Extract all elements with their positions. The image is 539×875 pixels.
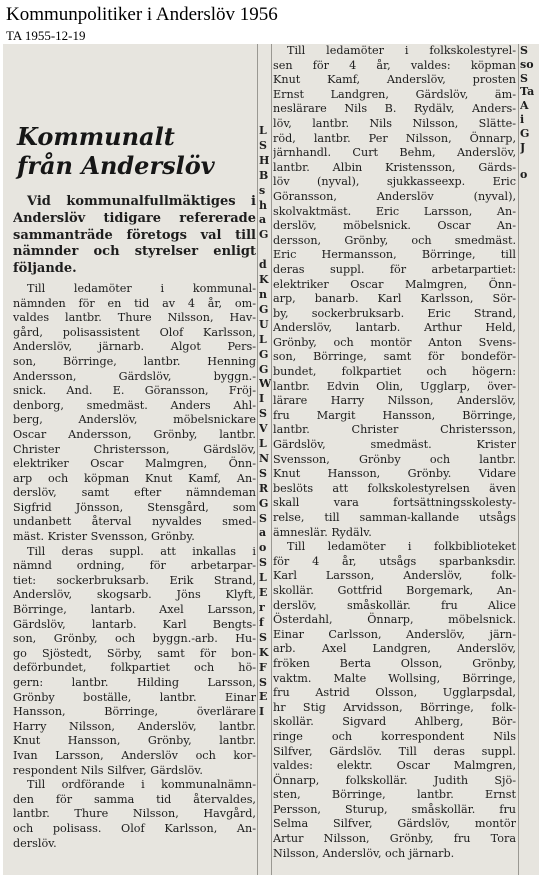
text-line: järnhandl. Curt Behm, Anderslöv, [273, 146, 516, 160]
text-line: dersson, Grönby, och smedmäst. [273, 233, 516, 247]
text-line: löv, lantbr. Nils Nilsson, Slätte- [273, 116, 516, 130]
fragment-letter: L [259, 437, 267, 451]
text-line: skall vara fortsättningsskolesty- [273, 496, 516, 510]
fragment-letter: G [259, 496, 269, 510]
text-line: valdes: elektr. Oscar Malmgren, [273, 759, 516, 773]
fragment-letter: S [259, 407, 267, 421]
text-line: gern: lantbr. Hilding Larsson, [13, 676, 256, 690]
fragment-letter: L [259, 571, 267, 585]
text-line: denborg, smedmäst. Anders Ahl- [13, 398, 256, 412]
fragment-letter: n [259, 287, 267, 301]
fragment-letter: h [259, 198, 267, 212]
text-line: Ivan Larsson, Anderslöv och kor- [13, 748, 256, 762]
fragment-letter [520, 279, 539, 293]
text-line: Till ledamöter i folkbiblioteket [287, 540, 516, 554]
fragment-letter [520, 334, 539, 348]
article-body-left [13, 282, 256, 851]
fragment-letter: K [259, 645, 269, 659]
text-line: bundet, folkpartiet och högern: [273, 365, 516, 379]
fragment-letter: E [259, 586, 268, 600]
fragment-letter [520, 306, 539, 320]
fragment-letter: a [259, 526, 267, 540]
text-line: Eric Hermansson, Börringe, till [273, 248, 516, 262]
text-line: följande. [13, 261, 77, 277]
fragment-letter: G [259, 347, 269, 361]
text-line: derslöv, samt efter nämndeman [13, 486, 256, 500]
text-line: Gärdslöv, smedmäst. Krister [273, 438, 516, 452]
fragment-letter [520, 596, 539, 610]
text-line: Oscar Andersson, Grönby, lantbr. [13, 427, 256, 441]
column-divider [271, 44, 272, 875]
text-line: nämnd ordning, för arbetarpar- [13, 559, 256, 573]
text-line: hr Stig Arvidsson, Börringe, folk- [273, 700, 516, 714]
fragment-letter: o [259, 541, 267, 555]
text-line: fru Margit Hansson, Börringe, [273, 408, 516, 422]
fragment-letter [520, 486, 539, 500]
text-line: arp, banarb. Karl Karlsson, Sör- [273, 292, 516, 306]
fragment-letter: W [259, 377, 271, 391]
fragment-letter: S [259, 675, 267, 689]
fragment-letter [520, 458, 539, 472]
text-line: Andersson, Gärdslöv, byggn.- [13, 369, 256, 383]
text-line: lärare Harry Nilsson, Anderslöv, [273, 394, 516, 408]
text-line: beslöts att folkskolestyrelsen även [273, 481, 516, 495]
text-line: Till ledamöter i kommunal- [27, 281, 256, 295]
text-line: skollär. Gottfrid Borgemark, An- [273, 583, 516, 597]
text-line: Anderslöv, skogsarb. Jöns Klyft, [13, 588, 256, 602]
fragment-letter: S [259, 466, 267, 480]
article-body-right [273, 44, 516, 861]
fragment-letter: H [259, 153, 270, 167]
fragment-letter: s [259, 183, 266, 197]
fragment-letter: G [259, 228, 269, 242]
fragment-letter [520, 403, 539, 417]
fragment-letter: d [259, 258, 267, 272]
fragment-letter: S [259, 556, 267, 570]
text-line: derslöv, småskollär. fru Alice [273, 598, 516, 612]
fragment-letter [520, 196, 539, 210]
fragment-letter: G [259, 302, 269, 316]
fragment-letter [520, 375, 539, 389]
text-line: elektriker Oscar Malmgren, Önn- [13, 457, 256, 471]
fragment-letter: S [259, 630, 267, 644]
fragment-letter [520, 554, 539, 568]
fragment-letter: i [520, 112, 525, 126]
article-headline [17, 122, 256, 180]
fragment-letter: Ta [520, 85, 535, 99]
text-line: Vid kommunalfullmäktiges i [27, 194, 256, 209]
column-divider [257, 44, 258, 875]
text-line: nämnden för en tid av 4 år, om- [13, 296, 256, 310]
text-line: son, Börringe, lantbr. Henning [13, 354, 256, 368]
fragment-letter: I [259, 705, 265, 719]
text-line: röd, lantbr. Per Nilsson, Önnarp, [273, 131, 516, 145]
text-line: Till deras suppl. att inkallas i [27, 544, 256, 558]
text-line: sen för 4 år, valdes: köpman [273, 58, 516, 72]
text-line: Artur Nilsson, Grönby, fru Tora [273, 832, 516, 846]
fragment-letter: S [259, 138, 267, 152]
fragment-letter: I [259, 392, 265, 406]
text-line: son, Börringe, samt för bondeför- [273, 350, 516, 364]
fragment-letter: S [520, 44, 528, 57]
fragment-letter [520, 499, 539, 513]
text-line: by, sockerbruksarb. Eric Strand, [273, 306, 516, 320]
adjacent-column-fragment [520, 44, 539, 644]
text-line: deförbundet, folkpartiet och hö- [13, 661, 256, 675]
page-date: TA 1955-12-19 [6, 28, 86, 43]
fragment-letter [520, 361, 539, 375]
fragment-letter [520, 430, 539, 444]
fragment-letter: r [259, 601, 265, 614]
text-line: derslöv. [13, 836, 57, 850]
text-line: go Sjöstedt, Sörby, samt för bon- [13, 646, 256, 660]
text-line: gård, polisassistent Olof Karlsson, [13, 325, 256, 339]
headline-line: Kommunalt [17, 122, 175, 151]
text-line: lantbr. Thure Nilsson, Havgård, [13, 807, 256, 821]
text-line: skollär. Sigvard Ahlberg, Bör- [273, 715, 516, 729]
fragment-letter: G [259, 362, 269, 376]
article-column-right [273, 44, 516, 875]
text-line: Knut Hansson, Grönby, lantbr. [13, 734, 256, 748]
text-line: löv (nyval), sjukkasseexp. Eric [273, 175, 516, 189]
fragment-letter: o [520, 168, 528, 182]
adjacent-column-fragment [259, 124, 271, 724]
fragment-letter [520, 348, 539, 362]
fragment-letter [520, 237, 539, 251]
text-line: sammanträde företogs val till [13, 227, 256, 243]
text-line: för 4 år, utsågs sparbanksdir. [273, 554, 516, 568]
fragment-letter [520, 389, 539, 403]
text-line: son, Grönby, och byggn.-arb. Hu- [13, 632, 256, 646]
text-line: lantbr. Albin Kristensson, Gärds- [273, 160, 516, 174]
fragment-letter [259, 243, 271, 258]
text-line: undanbett återval nyvaldes smed- [13, 515, 256, 529]
text-line: Önnarp, folkskollär. Judith Sjö- [273, 773, 516, 787]
fragment-letter [520, 320, 539, 334]
text-line: fröken Berta Olsson, Grönby, [273, 656, 516, 670]
fragment-letter [520, 417, 539, 431]
fragment-letter: A [520, 99, 529, 113]
text-line: respondent Nils Silfver, Gärdslöv. [13, 763, 203, 777]
text-line: Svensson, Grönby och lantbr. [273, 452, 516, 466]
fragment-letter: R [259, 481, 269, 495]
text-line: Anderslöv, järnarb. Algot Pers- [13, 340, 256, 354]
headline-line: från Anderslöv [17, 151, 215, 180]
text-line: Nilsson, Anderslöv, och järnarb. [273, 846, 455, 860]
text-line: Till ordförande i kommunalnämn- [27, 778, 256, 792]
text-line: lantbr. Christer Christersson, [273, 423, 516, 437]
fragment-letter: F [259, 660, 267, 674]
text-line: Silfver, Gärdslöv. Till deras suppl. [273, 744, 516, 758]
fragment-letter: E [259, 690, 268, 704]
fragment-letter: B [259, 168, 269, 182]
fragment-letter: S [520, 71, 528, 85]
text-line: sten, Börringe, lantbr. Ernst [273, 788, 516, 802]
text-line: ämneslär. Rydälv. [273, 525, 372, 539]
text-line: arb. Axel Landgren, Anderslöv, [273, 642, 516, 656]
text-line: Karl Larsson, Anderslöv, folk- [273, 569, 516, 583]
text-line: Hansson, Börringe, överlärare [13, 705, 256, 719]
text-line: vaktm. Malte Wollsing, Börringe, [273, 671, 516, 685]
fragment-letter [520, 182, 539, 196]
fragment-letter: f [259, 615, 264, 629]
text-line: och polisass. Olof Karlsson, An- [13, 821, 256, 835]
fragment-letter [520, 582, 539, 596]
text-line: Anderslöv tidigare refererade [13, 210, 256, 226]
fragment-letter [520, 541, 539, 555]
text-line: deras suppl. för arbetarpartiet: [273, 262, 516, 276]
fragment-letter: V [259, 422, 268, 436]
text-line: Christer Christersson, Gärdslöv, [13, 442, 256, 456]
text-line: nämnder och styrelser enligt [13, 244, 256, 260]
text-line: Anderslöv, lantarb. Arthur Held, [273, 321, 516, 335]
text-line: Einar Carlsson, Anderslöv, järn- [273, 627, 516, 641]
text-line: ringe och korrespondent Nils [273, 729, 516, 743]
fragment-letter [520, 292, 539, 306]
fragment-letter: L [259, 332, 267, 346]
text-line: Knut Kamf, Anderslöv, prosten [273, 73, 516, 87]
text-line: den för samma tid återvaldes, [13, 792, 256, 806]
text-line: Knut Hansson, Grönby. Vidare [273, 467, 516, 481]
text-line: Selma Silfver, Gärdslöv, montör [273, 817, 516, 831]
fragment-letter [520, 210, 539, 224]
fragment-letter [520, 472, 539, 486]
fragment-letter: J [520, 140, 526, 154]
text-line: relse, till samman-kallande utsågs [273, 511, 516, 524]
text-line: Börringe, lantarb. Axel Larsson, [13, 603, 256, 617]
text-line: valdes lantbr. Thure Nilsson, Hav- [13, 311, 256, 325]
text-line: mäst. Krister Svensson, Grönby. [13, 530, 195, 544]
fragment-letter [520, 223, 539, 237]
fragment-letter [520, 568, 539, 582]
fragment-letter: L [259, 124, 267, 137]
text-line: tiet: sockerbruksarb. Erik Strand, [13, 573, 256, 587]
text-line: neslärare Nils B. Rydälv, Anders- [273, 102, 516, 116]
fragment-letter [520, 154, 539, 168]
text-line: berg, Anderslöv, möbelsnickare [13, 413, 256, 427]
text-line: Till ledamöter i folkskolestyrel- [287, 44, 516, 57]
text-line: elektriker Oscar Malmgren, Önn- [273, 277, 516, 291]
text-line: Grönby boställe, lantbr. Einar [13, 690, 256, 704]
text-line: Harry Nilsson, Anderslöv, lantbr. [13, 719, 256, 733]
text-line: lantbr. Edvin Olin, Ugglarp, över- [273, 379, 516, 393]
fragment-letter: N [259, 451, 270, 465]
fragment-letter: K [259, 273, 269, 287]
fragment-letter: U [259, 317, 269, 331]
text-line: derslöv, möbelsnick. Oscar An- [273, 219, 516, 233]
fragment-letter: a [259, 213, 267, 227]
text-line: Österdahl, Önnarp, möbelsnick. [273, 613, 516, 627]
article-column-left [13, 44, 256, 875]
fragment-letter: G [520, 126, 530, 140]
page-title: Kommunpolitiker i Anderslöv 1956 [6, 4, 278, 25]
fragment-letter: S [259, 511, 267, 525]
text-line: snick. And. E. Göransson, Fröj- [13, 384, 256, 398]
fragment-letter: so [520, 57, 534, 71]
text-line: Gärdslöv, lantarb. Karl Bengts- [13, 617, 256, 631]
fragment-letter [520, 610, 539, 624]
fragment-letter [520, 513, 539, 527]
fragment-letter [520, 527, 539, 541]
fragment-letter [520, 444, 539, 458]
text-line: fru Astrid Olsson, Ugglarpsdal, [273, 686, 516, 700]
newspaper-clipping [3, 44, 539, 875]
text-line: Sigfrid Jönsson, Stensgård, som [13, 500, 256, 514]
article-lead [13, 194, 256, 278]
text-line: Göransson, Anderslöv (nyval), [273, 189, 516, 203]
fragment-letter [520, 265, 539, 279]
fragment-letter [520, 251, 539, 265]
text-line: Ernst Landgren, Gärdslöv, äm- [273, 87, 516, 101]
text-line: Grönby, och montör Anton Svens- [273, 335, 516, 349]
text-line: arp och köpman Knut Kamf, An- [13, 471, 256, 485]
column-divider [518, 44, 519, 875]
text-line: skolvaktmäst. Eric Larsson, An- [273, 204, 516, 218]
text-line: Persson, Sturup, småskollär. fru [273, 802, 516, 816]
